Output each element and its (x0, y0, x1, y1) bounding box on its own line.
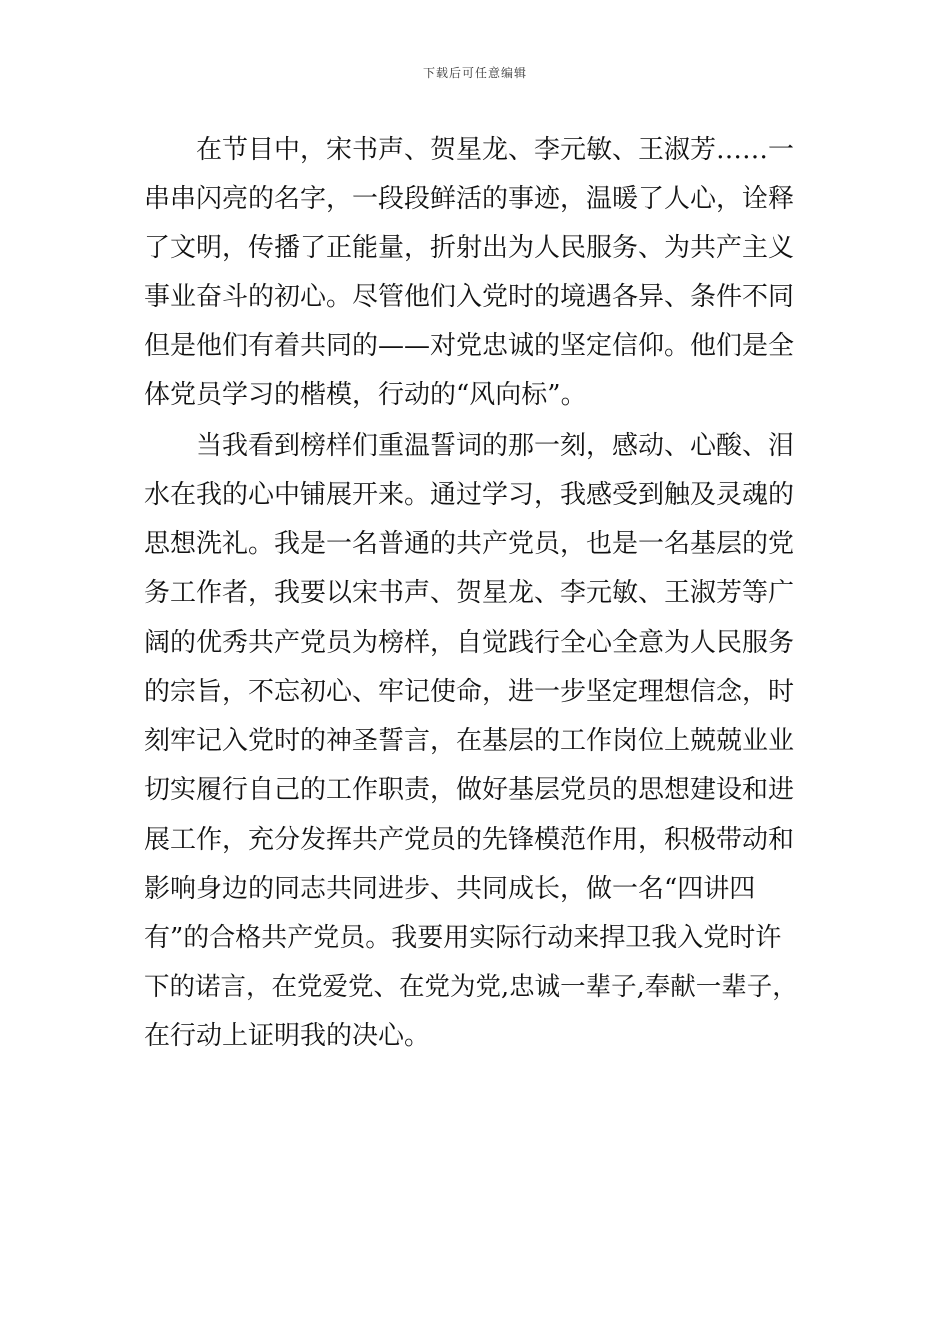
paragraph-2-line-3: 思想洗礼。我是一名普通的共产党员，也是一名基层的党 (144, 529, 795, 559)
paragraph-2-line-1: 当我看到榜样们重温誓词的那一刻，感动、心酸、泪 (196, 431, 795, 461)
paragraph-2-line-4: 务工作者，我要以宋书声、贺星龙、李元敏、王淑芳等广 (144, 578, 795, 608)
paragraph-2-line-7: 刻牢记入党时的神圣誓言，在基层的工作岗位上兢兢业业 (144, 726, 795, 756)
paragraph-1-line-4: 事业奋斗的初心。尽管他们入党时的境遇各异、条件不同 (144, 282, 795, 312)
paragraph-2-line-2: 水在我的心中铺展开来。通过学习，我感受到触及灵魂的 (144, 480, 795, 510)
paragraph-2-line-8: 切实履行自己的工作职责，做好基层党员的思想建设和进 (144, 775, 795, 805)
paragraph-1-line-3: 了文明，传播了正能量，折射出为人民服务、为共产主义 (144, 233, 795, 263)
paragraph-2-line-11: 有”的合格共产党员。我要用实际行动来捍卫我入党时许 (144, 923, 782, 953)
paragraph-1-line-6: 体党员学习的楷模，行动的“风向标”。 (144, 380, 587, 410)
paragraph-1-line-1: 在节目中，宋书声、贺星龙、李元敏、王淑芳……一 (196, 135, 795, 165)
paragraph-1-line-5: 但是他们有着共同的——对党忠诚的坚定信仰。他们是全 (144, 331, 795, 361)
page-header: 下载后可任意编辑 (422, 66, 527, 80)
paragraph-2-line-6: 的宗旨，不忘初心、牢记使命，进一步坚定理想信念，时 (144, 677, 795, 707)
paragraph-2-line-10: 影响身边的同志共同进步、共同成长，做一名“四讲四 (144, 874, 756, 904)
paragraph-2-line-5: 阔的优秀共产党员为榜样，自觉践行全心全意为人民服务 (144, 628, 795, 658)
paragraph-2-line-12: 下的诺言，在党爱党、在党为党,忠诚一辈子,奉献一辈子， (144, 972, 798, 1002)
paragraph-2-line-9: 展工作，充分发挥共产党员的先锋模范作用，积极带动和 (144, 825, 795, 855)
paragraph-1-line-2: 串串闪亮的名字，一段段鲜活的事迹，温暖了人心，诠释 (144, 184, 795, 214)
paragraph-2-line-13: 在行动上证明我的决心。 (144, 1021, 431, 1051)
